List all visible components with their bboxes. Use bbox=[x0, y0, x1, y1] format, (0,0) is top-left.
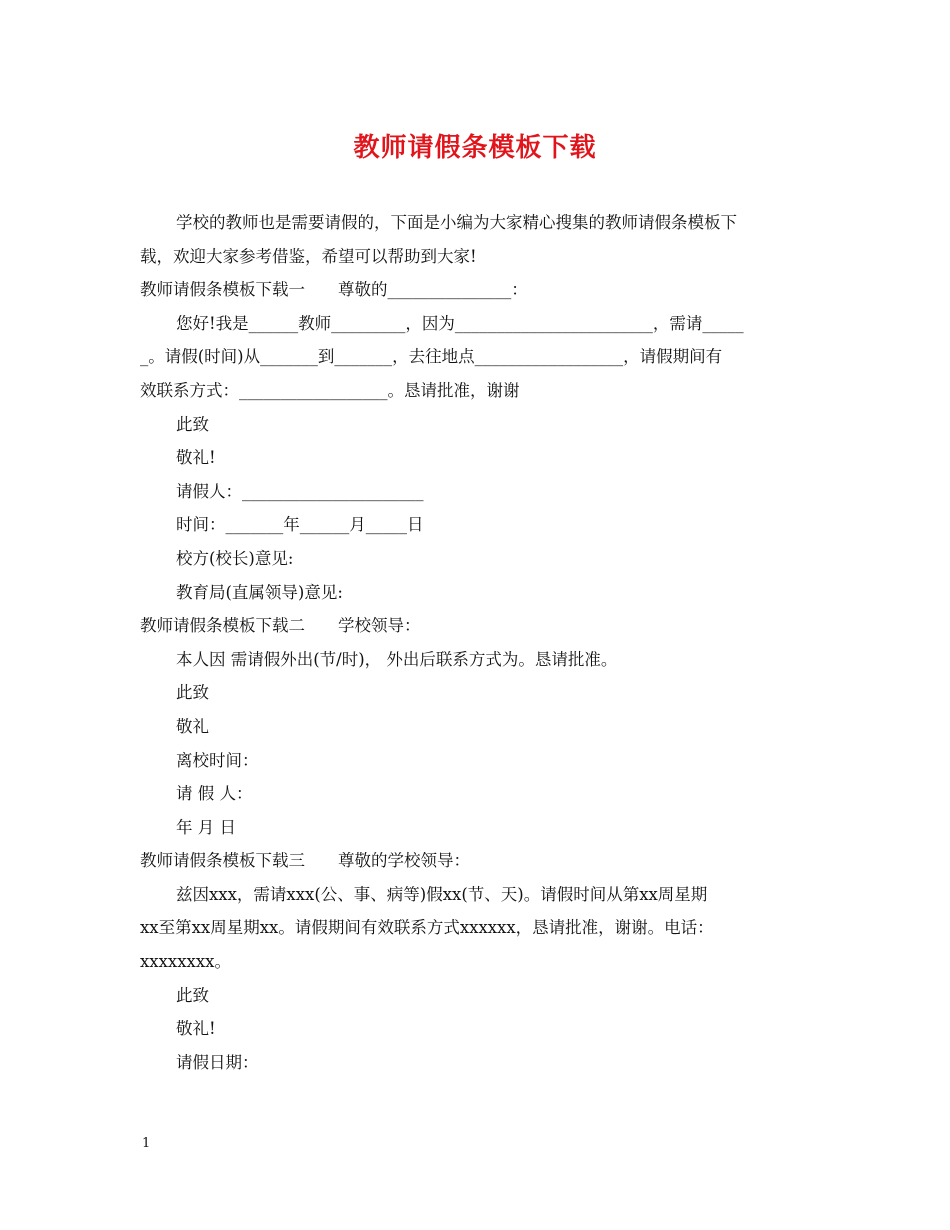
section-heading-2: 教师请假条模板下载二 学校领导： bbox=[140, 616, 421, 636]
opinion-line: 教育局(直属领导)意见: bbox=[176, 582, 343, 602]
body-line: _。请假(时间)从_______到_______，去往地点__________________，请假期间有 bbox=[140, 347, 723, 367]
page-number: 1 bbox=[142, 1136, 151, 1151]
body-line: 学校的教师也是需要请假的，下面是小编为大家精心搜集的教师请假条模板下 bbox=[176, 213, 737, 232]
body-line: 效联系方式：__________________。恳请批准，谢谢 bbox=[140, 380, 520, 400]
closing-line: 敬礼! bbox=[176, 448, 216, 468]
body-line: 本人因 需请假外出(节/时)， 外出后联系方式为。恳请批准。 bbox=[176, 649, 618, 669]
body-line: xx至第xx周星期xx。请假期间有效联系方式xxxxxx，恳请批准，谢谢。电话： bbox=[140, 918, 714, 938]
signature-line: 请假人：______________________ bbox=[176, 481, 424, 501]
leave-time-line: 离校时间： bbox=[176, 750, 259, 770]
closing-line: 敬礼! bbox=[176, 1019, 216, 1039]
document-body bbox=[140, 206, 812, 1079]
closing-line: 此致 bbox=[176, 683, 209, 703]
section-heading-1: 教师请假条模板下载一 尊敬的_______________： bbox=[140, 280, 528, 300]
document-title: 教师请假条模板下载 bbox=[353, 133, 597, 163]
section-heading-3: 教师请假条模板下载三 尊敬的学校领导： bbox=[140, 851, 470, 871]
signature-line: 请 假 人： bbox=[176, 784, 253, 804]
date-line: 时间：_______年______月_____日 bbox=[176, 515, 424, 535]
opinion-line: 校方(校长)意见: bbox=[176, 548, 294, 568]
closing-line: 敬礼 bbox=[176, 716, 209, 736]
date-line: 年 月 日 bbox=[176, 817, 236, 837]
closing-line: 此致 bbox=[176, 985, 209, 1005]
body-line: 您好!我是______教师_________，因为________________________，需请_____ bbox=[176, 313, 744, 333]
closing-line: 此致 bbox=[176, 414, 209, 434]
body-line: xxxxxxxx。 bbox=[140, 952, 231, 972]
body-line: 载，欢迎大家参考借鉴，希望可以帮助到大家! bbox=[140, 246, 477, 266]
body-line: 兹因xxx，需请xxx(公、事、病等)假xx(节、天)。请假时间从第xx周星期 bbox=[176, 884, 708, 904]
date-line: 请假日期： bbox=[176, 1052, 259, 1072]
